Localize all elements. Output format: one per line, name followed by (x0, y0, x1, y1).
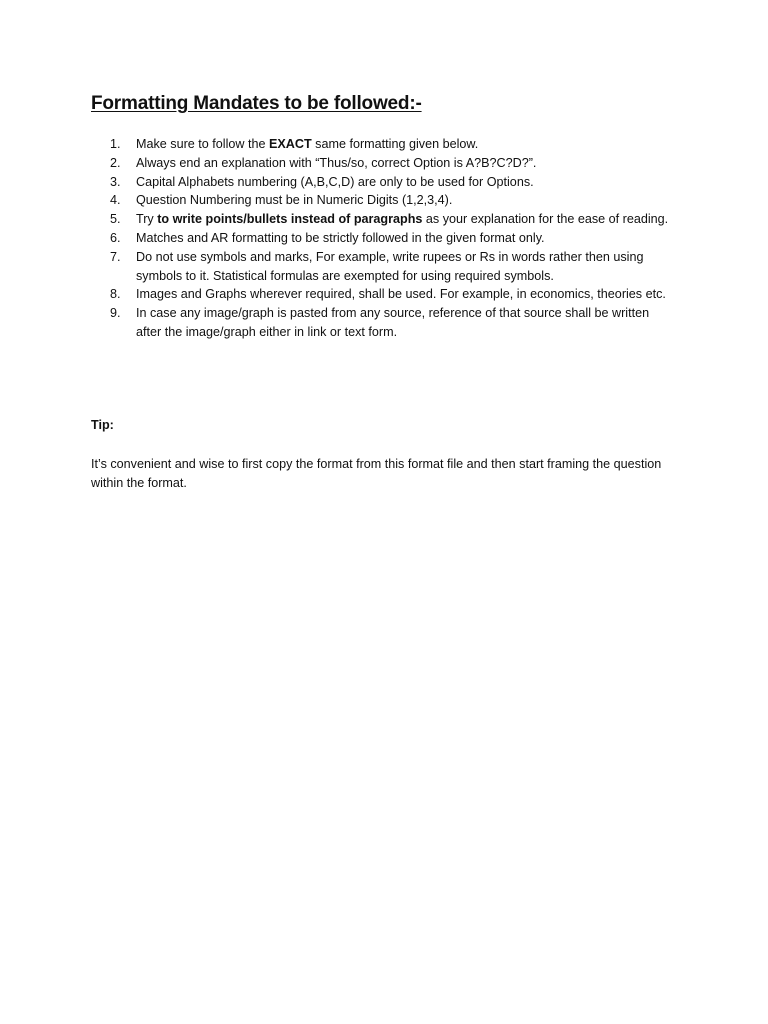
list-item-text-continued: same formatting given below. (311, 137, 479, 151)
list-item-text: Matches and AR formatting to be strictly followed in the given format only. (136, 230, 545, 245)
list-item-text: Try (136, 212, 158, 227)
list-item-text: Do not use symbols and marks, For example, write rupees or Rs in words rather then using symbols to it. Statistical formulas are exempted for using required symbols. (136, 249, 644, 283)
list-item-number: 9. (110, 306, 121, 321)
tip-paragraph: It’s convenient and wise to first copy the format from this format file and then start framing the question within the format. (91, 457, 662, 490)
mandates-list (110, 135, 670, 342)
page-title: Formatting Mandates to be followed:- (91, 93, 422, 114)
list-item (110, 248, 670, 286)
list-item-number: 5. (110, 212, 121, 227)
list-item-text-continued: as your explanation for the ease of reading. (422, 212, 669, 227)
list-item-number: 8. (110, 287, 121, 302)
list-item-emphasis: EXACT (269, 137, 312, 151)
list-item-text: In case any image/graph is pasted from any source, reference of that source shall be written after the image/graph either in link or text form. (136, 306, 650, 339)
list-item-number: 1. (110, 137, 121, 151)
list-item-number: 2. (110, 155, 121, 170)
list-item-text: Images and Graphs wherever required, shall be used. For example, in economics, theories etc. (136, 287, 666, 302)
list-item-text: Question Numbering must be in Numeric Digits (1,2,3,4). (136, 193, 453, 208)
list-item (110, 135, 670, 154)
tip-heading: Tip: (91, 418, 114, 432)
list-item-number: 7. (110, 249, 121, 264)
list-item-number: 6. (110, 230, 121, 245)
list-item-emphasis: to write points/bullets instead of paragraphs (157, 212, 423, 227)
list-item (110, 304, 670, 342)
list-item (110, 210, 670, 229)
list-item (110, 285, 670, 304)
list-item-text: Always end an explanation with “Thus/so, correct Option is A?B?C?D?”. (136, 155, 537, 170)
list-item (110, 191, 670, 210)
list-item (110, 154, 670, 173)
list-item-text: Make sure to follow the (136, 137, 269, 151)
list-item-number: 3. (110, 174, 121, 189)
list-item-text: Capital Alphabets numbering (A,B,C,D) are only to be used for Options. (136, 174, 534, 189)
list-item (110, 229, 670, 248)
list-item (110, 173, 670, 192)
list-item-number: 4. (110, 193, 121, 208)
